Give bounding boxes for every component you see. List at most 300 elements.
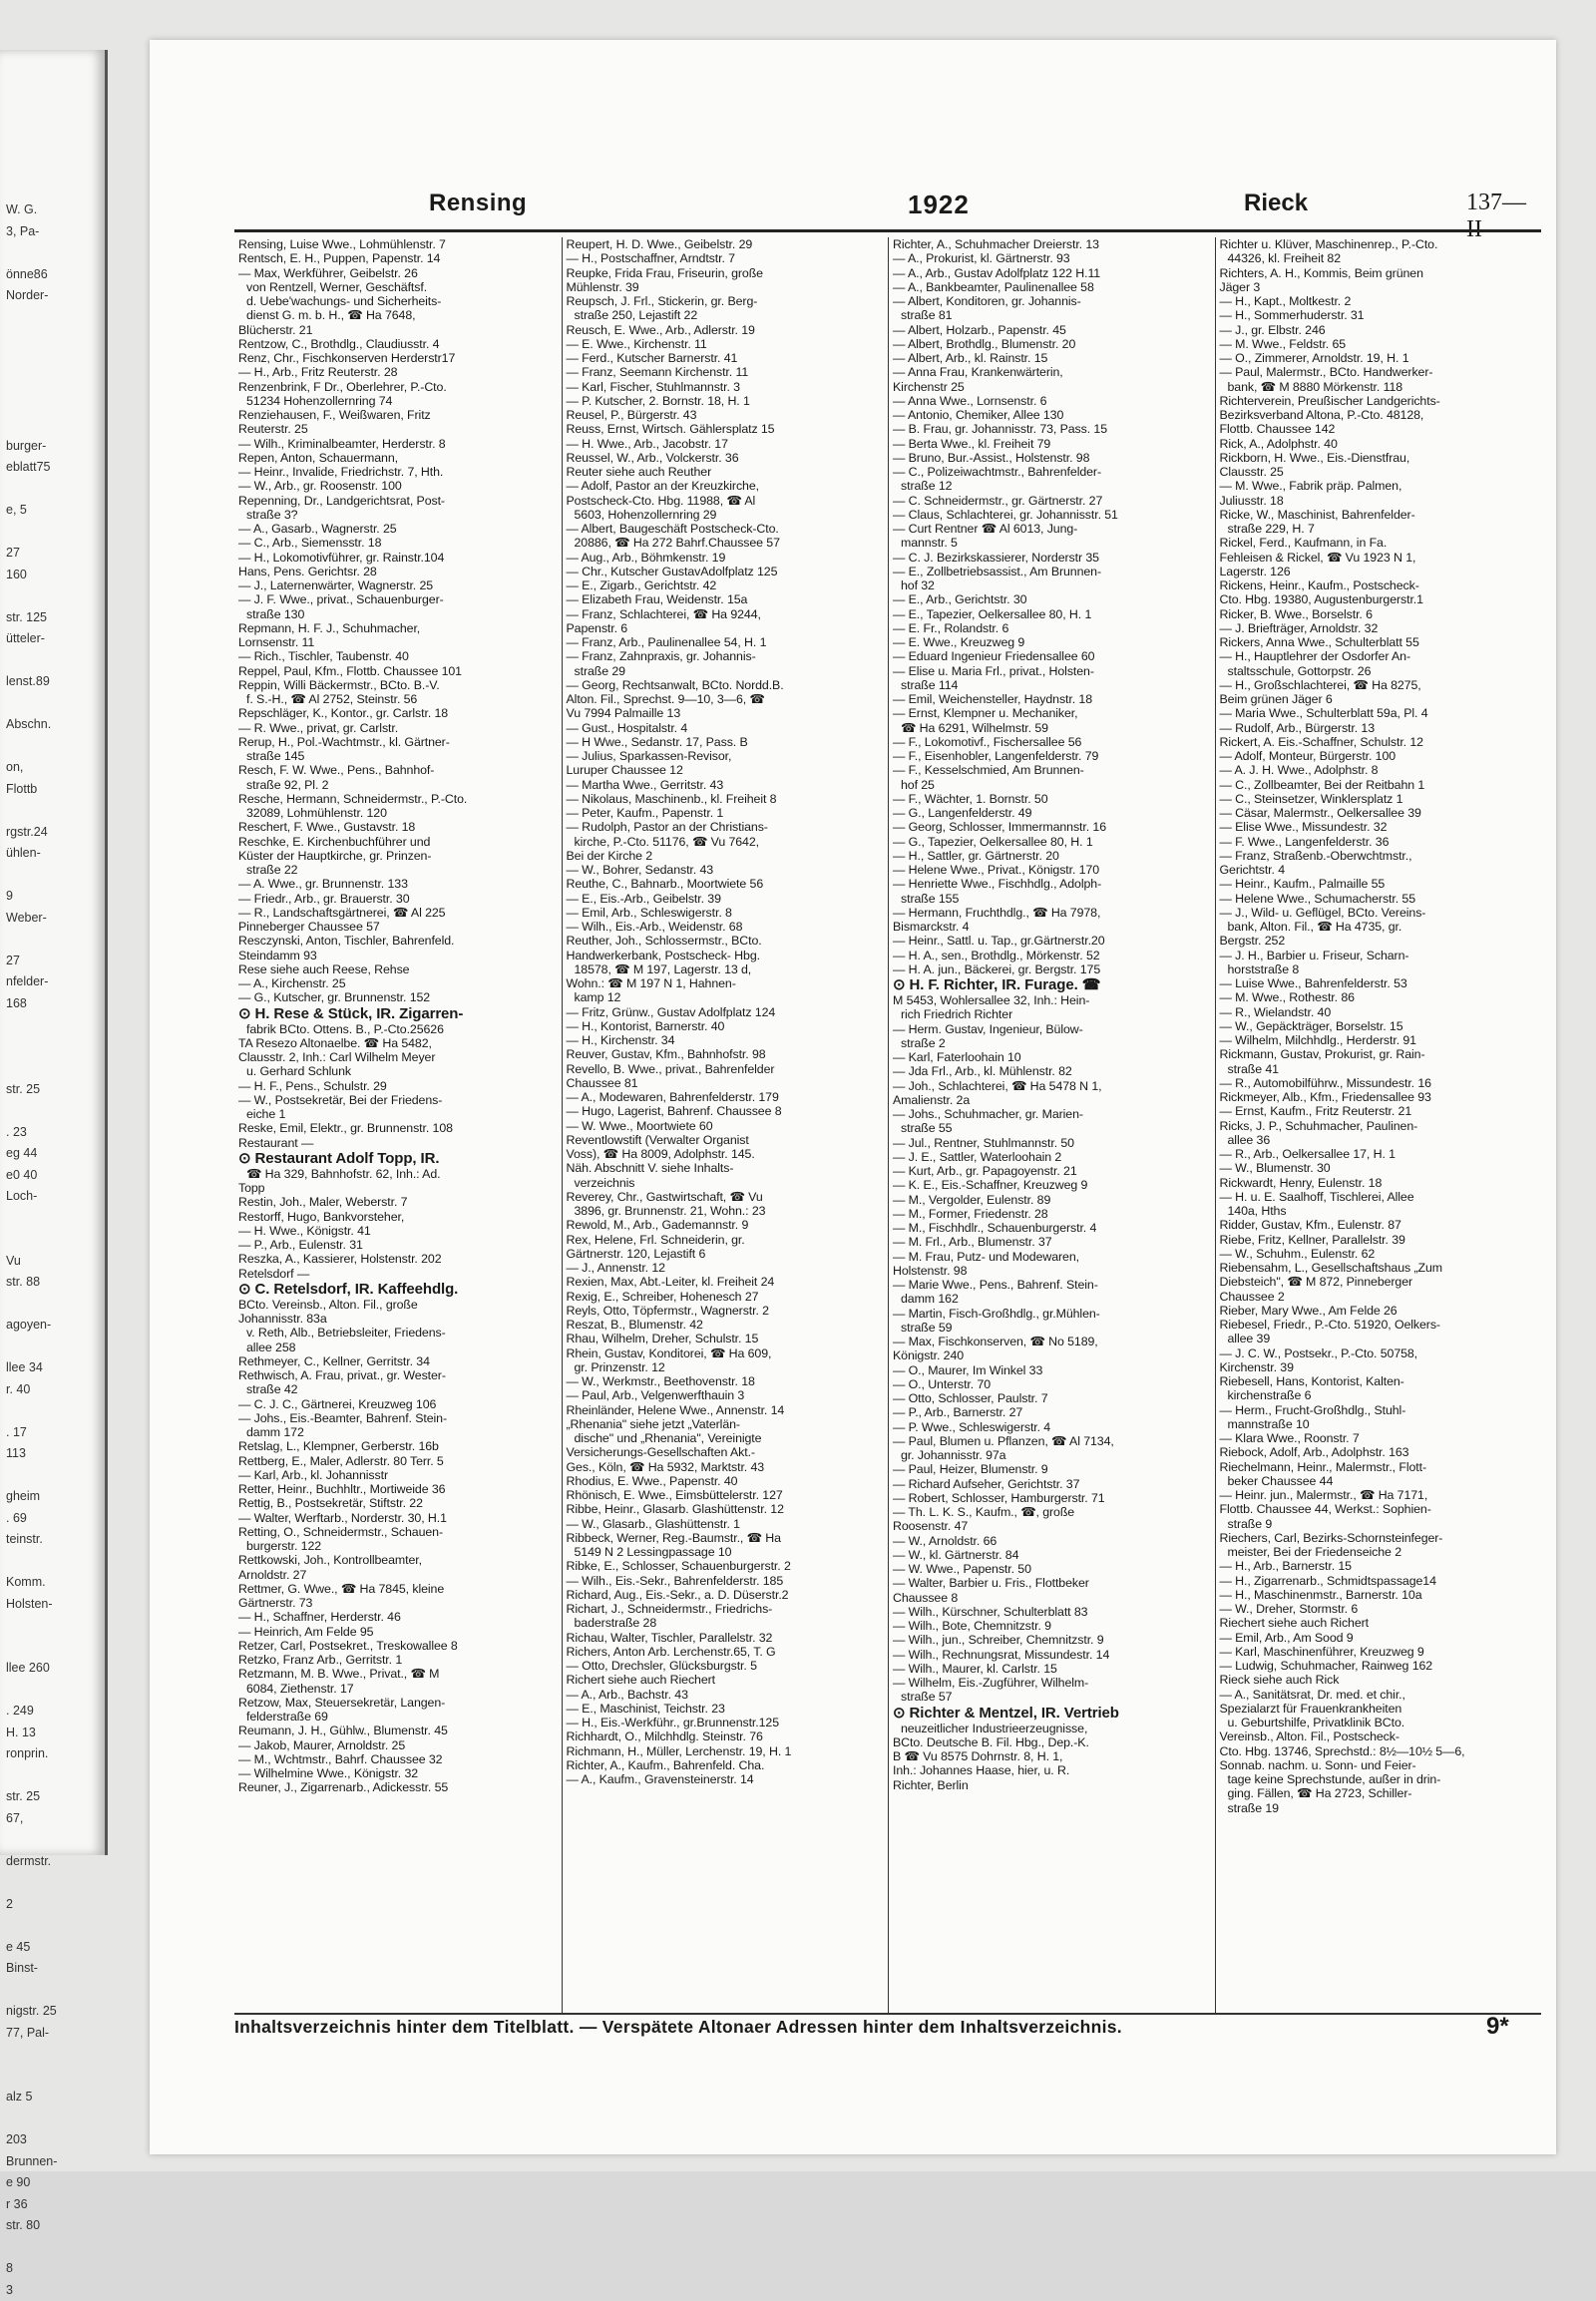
directory-entry-line: — Georg, Rechtsanwalt, BCto. Nordd.B.: [567, 678, 885, 692]
directory-entry-line: — Joh., Schlachterei, ☎ Ha 5478 N 1,: [893, 1079, 1211, 1093]
directory-entry-line: — H Wwe., Sedanstr. 17, Pass. B: [567, 735, 885, 749]
directory-entry-line: ⊙ Restaurant Adolf Topp, IR.: [238, 1150, 558, 1167]
directory-entry-line: — Walter, Werftarb., Norderstr. 30, H.1: [238, 1511, 558, 1525]
directory-entry-line: — M. Wwe., Fabrik präp. Palmen,: [1220, 479, 1538, 493]
directory-entry-line: Reuther, Joh., Schlossermstr., BCto.: [567, 934, 885, 948]
directory-entry-line: Retzow, Max, Steuersekretär, Langen-: [238, 1696, 558, 1710]
directory-entry-line: — M. Wwe., Rothestr. 86: [1220, 990, 1538, 1004]
directory-entry-line: — Helene Wwe., Schumacherstr. 55: [1220, 892, 1538, 906]
directory-entry-line: Reszat, B., Blumenstr. 42: [567, 1318, 885, 1332]
directory-entry-line: — W., Dreher, Stormstr. 6: [1220, 1602, 1538, 1616]
previous-page-fragments: [0, 199, 105, 2301]
directory-entry-line: — Cäsar, Malermstr., Oelkersallee 39: [1220, 806, 1538, 820]
header-year: 1922: [908, 190, 970, 220]
directory-entry-line: Beim grünen Jäger 6: [1220, 692, 1538, 706]
directory-entry-line: — J. C. W., Postsekr., P.-Cto. 50758,: [1220, 1346, 1538, 1360]
directory-entry-line: Renzenbrink, F Dr., Oberlehrer, P.-Cto.: [238, 380, 558, 394]
directory-entry-line: Revello, B. Wwe., privat., Bahrenfelder: [567, 1062, 885, 1076]
directory-entry-line: — H., Sattler, gr. Gärtnerstr. 20: [893, 849, 1211, 863]
directory-entry-line: Ricker, B. Wwe., Borselstr. 6: [1220, 607, 1538, 621]
previous-page-fragment: on,: [0, 757, 105, 779]
previous-page-fragment: [0, 1980, 105, 2002]
directory-entry-line: — Heinr., Kaufm., Palmaille 55: [1220, 877, 1538, 891]
directory-entry-line: B ☎ Vu 8575 Dohrnstr. 8, H. 1,: [893, 1749, 1211, 1763]
directory-entry-line: — H., Maschinenmstr., Barnerstr. 10a: [1220, 1588, 1538, 1602]
directory-entry-line: — M., Wchtmstr., Bahrf. Chaussee 32: [238, 1752, 558, 1766]
directory-entry-line: Flottb. Chaussee 142: [1220, 422, 1538, 436]
directory-entry-line: straße 250, Lejastift 22: [567, 308, 885, 322]
directory-entry-line: Reverey, Chr., Gastwirtschaft, ☎ Vu: [567, 1190, 885, 1204]
directory-entry-line: mannstr. 5: [893, 536, 1211, 550]
directory-entry-line: Reupke, Frida Frau, Friseurin, große: [567, 266, 885, 280]
directory-entry-line: Bezirksverband Altona, P.-Cto. 48128,: [1220, 408, 1538, 422]
directory-entry-line: „Rhenania" siehe jetzt „Vaterlän-: [567, 1417, 885, 1431]
directory-entry-line: ⊙ Richter & Mentzel, IR. Vertrieb: [893, 1705, 1211, 1722]
directory-entry-line: — Anna Frau, Krankenwärterin,: [893, 365, 1211, 379]
previous-page-fragment: [0, 350, 105, 372]
directory-entry-line: — H. Wwe., Königstr. 41: [238, 1224, 558, 1238]
directory-entry-line: — Nikolaus, Maschinenb., kl. Freiheit 8: [567, 792, 885, 806]
directory-entry-line: — Ernst, Kaufm., Fritz Reuterstr. 21: [1220, 1104, 1538, 1118]
directory-entry-line: — Martin, Fisch-Großhdlg., gr.Mühlen-: [893, 1307, 1211, 1321]
directory-entry-line: Richter, A., Schuhmacher Dreierstr. 13: [893, 237, 1211, 251]
directory-entry-line: — Gust., Hospitalstr. 4: [567, 721, 885, 735]
directory-entry-line: — Friedr., Arb., gr. Brauerstr. 30: [238, 892, 558, 906]
directory-entry-line: Küster der Hauptkirche, gr. Prinzen-: [238, 849, 558, 863]
directory-entry-line: — Adolf, Monteur, Bürgerstr. 100: [1220, 749, 1538, 763]
directory-entry-line: — W. Wwe., Papenstr. 50: [893, 1562, 1211, 1576]
directory-entry-line: Postscheck-Cto. Hbg. 11988, ☎ Al: [567, 494, 885, 508]
directory-entry-line: Rettkowski, Joh., Kontrollbeamter,: [238, 1553, 558, 1567]
directory-entry-line: Ricke, W., Maschinist, Bahrenfelder-: [1220, 508, 1538, 522]
directory-entry-line: ☎ Ha 329, Bahnhofstr. 62, Inh.: Ad.: [238, 1167, 558, 1181]
previous-page-fragment: 27: [0, 543, 105, 565]
directory-entry-line: — A., Arb., Bachstr. 43: [567, 1688, 885, 1702]
directory-entry-line: — Peter, Kaufm., Papenstr. 1: [567, 806, 885, 820]
directory-entry-line: — Luise Wwe., Bahrenfelderstr. 53: [1220, 976, 1538, 990]
directory-entry-line: Rhodius, E. Wwe., Papenstr. 40: [567, 1474, 885, 1488]
directory-entry-line: Gärtnerstr. 73: [238, 1596, 558, 1610]
directory-entry-line: straße 130: [238, 607, 558, 621]
directory-entry-line: — H., Kirchenstr. 34: [567, 1033, 885, 1047]
previous-page-fragment: [0, 693, 105, 715]
directory-entry-line: Juliusstr. 18: [1220, 494, 1538, 508]
directory-entry-line: Rex, Helene, Frl. Schneiderin, gr.: [567, 1233, 885, 1247]
directory-entry-line: — E., Maschinist, Teichstr. 23: [567, 1702, 885, 1716]
directory-entry-line: — H., Eis.-Werkführ., gr.Brunnenstr.125: [567, 1716, 885, 1729]
directory-entry-line: — M. Frl., Arb., Blumenstr. 37: [893, 1235, 1211, 1249]
previous-page-fragment: burger-: [0, 436, 105, 458]
directory-entry-line: Reuter siehe auch Reuther: [567, 465, 885, 479]
directory-entry-line: — P. Kutscher, 2. Bornstr. 18, H. 1: [567, 394, 885, 408]
directory-entry-line: — R., Landschaftsgärtnerei, ☎ Al 225: [238, 906, 558, 920]
directory-entry-line: Richter, A., Kaufm., Bahrenfeld. Cha.: [567, 1758, 885, 1772]
directory-entry-line: — H., Kapt., Moltkestr. 2: [1220, 294, 1538, 308]
directory-entry-line: Bismarckstr. 4: [893, 920, 1211, 934]
directory-entry-line: Reske, Emil, Elektr., gr. Brunnenstr. 108: [238, 1121, 558, 1135]
directory-entry-line: bank, Alton. Fil., ☎ Ha 4735, gr.: [1220, 920, 1538, 934]
directory-entry-line: — H., Arb., Fritz Reuterstr. 28: [238, 365, 558, 379]
directory-entry-line: — Paul, Heizer, Blumenstr. 9: [893, 1462, 1211, 1476]
directory-entry-line: — Chr., Kutscher GustavAdolfplatz 125: [567, 565, 885, 578]
directory-entry-line: Ricks, J. P., Schuhmacher, Paulinen-: [1220, 1119, 1538, 1133]
directory-entry-line: horststraße 8: [1220, 962, 1538, 976]
directory-entry-line: — F. Wwe., Langenfelderstr. 36: [1220, 835, 1538, 849]
directory-entry-line: — Robert, Schlosser, Hamburgerstr. 71: [893, 1491, 1211, 1505]
directory-entry-line: Restorff, Hugo, Bankvorsteher,: [238, 1210, 558, 1224]
directory-entry-line: — Heinr., Sattl. u. Tap., gr.Gärtnerstr.20: [893, 934, 1211, 948]
directory-entry-line: baderstraße 28: [567, 1616, 885, 1630]
directory-entry-line: — Albert, Baugeschäft Postscheck-Cto.: [567, 522, 885, 536]
directory-entry-line: tage keine Sprechstunde, außer in drin-: [1220, 1772, 1538, 1786]
directory-entry-line: Rick, A., Adolphstr. 40: [1220, 437, 1538, 451]
directory-entry-line: — Marie Wwe., Pens., Bahrenf. Stein-: [893, 1278, 1211, 1292]
directory-entry-line: straße 41: [1220, 1062, 1538, 1076]
directory-entry-line: — J. F. Wwe., privat., Schauenburger-: [238, 592, 558, 606]
previous-page-fragment: ronprin.: [0, 1743, 105, 1765]
footer-note: Inhaltsverzeichnis hinter dem Titelblatt. — Verspätete Altonaer Adressen hinter dem Inhaltsverzeichnis.: [234, 2017, 1481, 2043]
directory-entry-line: — J., Laternenwärter, Wagnerstr. 25: [238, 578, 558, 592]
directory-entry-line: — Wilhelm, Milchhdlg., Herderstr. 91: [1220, 1033, 1538, 1047]
directory-entry-line: — Paul, Blumen u. Pflanzen, ☎ Al 7134,: [893, 1434, 1211, 1448]
directory-entry-line: felderstraße 69: [238, 1710, 558, 1724]
directory-entry-line: — M., Fischhdlr., Schauenburgerstr. 4: [893, 1221, 1211, 1235]
directory-entry-line: — Franz, Schlachterei, ☎ Ha 9244,: [567, 607, 885, 621]
directory-entry-line: — Wilh., Kürschner, Schulterblatt 83: [893, 1605, 1211, 1619]
directory-entry-line: Richhardt, O., Milchhdlg. Steinstr. 76: [567, 1729, 885, 1743]
directory-entry-line: Lornsenstr. 11: [238, 635, 558, 649]
directory-entry-line: allee 36: [1220, 1133, 1538, 1147]
previous-page-fragment: ühlen-: [0, 843, 105, 865]
previous-page-fragment: [0, 736, 105, 758]
directory-entry-line: Reussel, W., Arb., Volckerstr. 36: [567, 451, 885, 465]
directory-entry-line: Richmann, H., Müller, Lerchenstr. 19, H. 1: [567, 1744, 885, 1758]
directory-entry-line: Ges., Köln, ☎ Ha 5932, Marktstr. 43: [567, 1460, 885, 1474]
directory-entry-line: fabrik BCto. Ottens. B., P.-Cto.25626: [238, 1022, 558, 1036]
directory-entry-line: Rhönisch, E. Wwe., Eimsbüttelerstr. 127: [567, 1488, 885, 1502]
previous-page-fragment: Brunnen-: [0, 2151, 105, 2173]
directory-entry-line: — Wilh., Eis.-Arb., Weidenstr. 68: [567, 920, 885, 934]
directory-entry-line: 32089, Lohmühlenstr. 120: [238, 806, 558, 820]
directory-entry-line: — H., Lokomotivführer, gr. Rainstr.104: [238, 551, 558, 565]
directory-entry-line: — Anna Wwe., Lornsenstr. 6: [893, 394, 1211, 408]
directory-entry-line: — Aug., Arb., Böhmkenstr. 19: [567, 551, 885, 565]
directory-entry-line: — W., Bohrer, Sedanstr. 43: [567, 863, 885, 877]
directory-entry-line: Voss), ☎ Ha 8009, Adolphstr. 145.: [567, 1147, 885, 1161]
directory-entry-line: — A., Kirchenstr. 25: [238, 976, 558, 990]
previous-page-fragment: [0, 1872, 105, 1894]
previous-page-fragment: [0, 1465, 105, 1487]
previous-page-fragment: [0, 1337, 105, 1358]
directory-entry-line: Näh. Abschnitt V. siehe Inhalts-: [567, 1161, 885, 1175]
directory-entry-line: Rettberg, E., Maler, Adlerstr. 80 Terr. 5: [238, 1454, 558, 1468]
directory-entry-line: 140a, Hths: [1220, 1204, 1538, 1218]
directory-entry-line: Riebe, Fritz, Kellner, Parallelstr. 39: [1220, 1233, 1538, 1247]
directory-entry-line: Luruper Chaussee 12: [567, 763, 885, 777]
directory-entry-line: — Helene Wwe., Privat., Königstr. 170: [893, 863, 1211, 877]
directory-entry-line: Reuver, Gustav, Kfm., Bahnhofstr. 98: [567, 1047, 885, 1061]
directory-entry-line: Reuthe, C., Bahnarb., Moortwiete 56: [567, 877, 885, 891]
previous-page-fragment: [0, 800, 105, 822]
directory-entry-line: — E. Wwe., Kirchenstr. 11: [567, 337, 885, 351]
directory-entry-line: Retzmann, M. B. Wwe., Privat., ☎ M: [238, 1667, 558, 1681]
directory-entry-line: — O., Maurer, Im Winkel 33: [893, 1363, 1211, 1377]
previous-page-fragment: r 36: [0, 2194, 105, 2216]
directory-entry-line: Richters, A. H., Kommis, Beim grünen: [1220, 266, 1538, 280]
directory-entry-line: — Albert, Holzarb., Papenstr. 45: [893, 323, 1211, 337]
previous-page-fragment: Loch-: [0, 1186, 105, 1208]
previous-page-fragment: [0, 1014, 105, 1036]
previous-page-fragment: W. G.: [0, 199, 105, 221]
directory-entry-line: — Elise Wwe., Missundestr. 32: [1220, 820, 1538, 834]
directory-entry-line: — W., Blumenstr. 30: [1220, 1161, 1538, 1175]
previous-page-fragment: Holsten-: [0, 1594, 105, 1616]
directory-entry-line: straße 57: [893, 1690, 1211, 1704]
directory-entry-line: — F., Kesselschmied, Am Brunnen-: [893, 763, 1211, 777]
directory-entry-line: — Elizabeth Frau, Weidenstr. 15a: [567, 592, 885, 606]
directory-entry-line: — Walter, Barbier u. Fris., Flottbeker: [893, 1576, 1211, 1590]
previous-page-fragment: . 17: [0, 1422, 105, 1444]
directory-entry-line: Sonnab. nachm. u. Sonn- und Feier-: [1220, 1758, 1538, 1772]
directory-entry-line: — Maria Wwe., Schulterblatt 59a, Pl. 4: [1220, 706, 1538, 720]
directory-entry-line: Handwerkerbank, Postscheck- Hbg.: [567, 949, 885, 962]
directory-entry-line: kirche, P.-Cto. 51176, ☎ Vu 7642,: [567, 835, 885, 849]
directory-entry-line: Retzer, Carl, Postsekret., Treskowallee 8: [238, 1639, 558, 1653]
directory-entry-line: — H., Großschlachterei, ☎ Ha 8275,: [1220, 678, 1538, 692]
directory-entry-line: meister, Bei der Friedenseiche 2: [1220, 1545, 1538, 1559]
directory-entry-line: bank, ☎ M 8880 Mörkenstr. 118: [1220, 380, 1538, 394]
directory-entry-line: — C., Polizeiwachtmstr., Bahrenfelder-: [893, 465, 1211, 479]
directory-entry-line: Rexien, Max, Abt.-Leiter, kl. Freiheit 24: [567, 1275, 885, 1289]
directory-entry-line: — H., Kontorist, Barnerstr. 40: [567, 1019, 885, 1033]
directory-entry-line: Reszka, A., Kassierer, Holstenstr. 202: [238, 1252, 558, 1266]
header-first-name: Rensing: [429, 190, 527, 217]
directory-entry-line: — Ernst, Klempner u. Mechaniker,: [893, 706, 1211, 720]
previous-page-fragment: str. 88: [0, 1272, 105, 1294]
directory-entry-line: Flottb. Chaussee 44, Werkst.: Sophien-: [1220, 1502, 1538, 1516]
directory-entry-line: gr. Prinzenstr. 12: [567, 1360, 885, 1374]
directory-entry-line: 3896, gr. Brunnenstr. 21, Wohn.: 23: [567, 1204, 885, 1218]
directory-entry-line: — Wilh., Eis.-Sekr., Bahrenfelderstr. 185: [567, 1574, 885, 1588]
directory-entry-line: verzeichnis: [567, 1176, 885, 1190]
directory-entry-line: straße 229, H. 7: [1220, 522, 1538, 536]
directory-entry-line: Rentzow, C., Brothdlg., Claudiusstr. 4: [238, 337, 558, 351]
directory-entry-line: — G., Langenfelderstr. 49: [893, 806, 1211, 820]
directory-entry-line: Reppin, Willi Bäckermstr., BCto. B.-V.: [238, 678, 558, 692]
directory-entry-line: Rieber, Mary Wwe., Am Felde 26: [1220, 1304, 1538, 1318]
directory-entry-line: — Wilh., Kriminalbeamter, Herderstr. 8: [238, 437, 558, 451]
previous-page-fragment: Abschn.: [0, 714, 105, 736]
column-1: [234, 237, 562, 2013]
directory-entry-line: — H. F., Pens., Schulstr. 29: [238, 1079, 558, 1093]
directory-entry-line: — P., Arb., Barnerstr. 27: [893, 1405, 1211, 1419]
directory-entry-line: Repen, Anton, Schauermann,: [238, 451, 558, 465]
previous-page-fragment: [0, 585, 105, 607]
directory-entry-line: — P., Arb., Eulenstr. 31: [238, 1238, 558, 1252]
directory-entry-line: Rethmeyer, C., Kellner, Gerritstr. 34: [238, 1354, 558, 1368]
previous-page-fragment: önne86: [0, 264, 105, 286]
directory-entry-line: straße 9: [1220, 1517, 1538, 1531]
directory-entry-line: Reuss, Ernst, Wirtsch. Gählersplatz 15: [567, 422, 885, 436]
directory-entry-line: — Albert, Konditoren, gr. Johannis-: [893, 294, 1211, 308]
directory-entry-line: Riebensahm, L., Gesellschaftshaus „Zum: [1220, 1261, 1538, 1275]
directory-page: [150, 40, 1556, 2154]
directory-entry-line: — Curt Rentner ☎ Al 6013, Jung-: [893, 522, 1211, 536]
directory-entry-line: — H., Hauptlehrer der Osdorfer An-: [1220, 649, 1538, 663]
signature-mark: 9*: [1486, 2013, 1509, 2041]
directory-entry-line: — Eduard Ingenieur Friedensallee 60: [893, 649, 1211, 663]
directory-entry-line: rich Friedrich Richter: [893, 1007, 1211, 1021]
directory-entry-line: Ribbeck, Werner, Reg.-Baumstr., ☎ Ha: [567, 1531, 885, 1545]
previous-page-fragment: [0, 1400, 105, 1422]
directory-entry-line: — J. E., Sattler, Waterloohain 2: [893, 1150, 1211, 1164]
directory-entry-line: ⊙ H. F. Richter, IR. Furage. ☎: [893, 976, 1211, 993]
directory-entry-line: 5603, Hohenzollernring 29: [567, 508, 885, 522]
directory-entry-line: — C., Steinsetzer, Winklersplatz 1: [1220, 792, 1538, 806]
directory-entry-line: — Johs., Schuhmacher, gr. Marien-: [893, 1107, 1211, 1121]
directory-entry-line: Reupsch, J. Frl., Stickerin, gr. Berg-: [567, 294, 885, 308]
directory-entry-line: allee 258: [238, 1341, 558, 1354]
directory-entry-line: Rettmer, G. Wwe., ☎ Ha 7845, kleine: [238, 1582, 558, 1596]
directory-entry-line: Rickert, A. Eis.-Schaffner, Schulstr. 12: [1220, 735, 1538, 749]
previous-page-fragment: [0, 371, 105, 393]
directory-entry-line: Resche, Hermann, Schneidermstr., P.-Cto.: [238, 792, 558, 806]
directory-entry-line: Ridder, Gustav, Kfm., Eulenstr. 87: [1220, 1218, 1538, 1232]
directory-entry-line: straße 114: [893, 678, 1211, 692]
directory-entry-line: d. Uebe'wachungs- und Sicherheits-: [238, 294, 558, 308]
previous-page-fragment: [0, 2066, 105, 2088]
directory-entry-line: — H., Sommerhuderstr. 31: [1220, 308, 1538, 322]
directory-entry-line: — J., Annenstr. 12: [567, 1261, 885, 1275]
directory-entry-line: Hans, Pens. Gerichtsr. 28: [238, 565, 558, 578]
previous-page-fragment: . 69: [0, 1508, 105, 1530]
directory-entry-line: Rickens, Heinr., Kaufm., Postscheck-: [1220, 578, 1538, 592]
directory-entry-line: Diebsteich", ☎ M 872, Pinneberger: [1220, 1275, 1538, 1289]
directory-entry-line: — Heinrich, Am Felde 95: [238, 1625, 558, 1639]
directory-entry-line: — Karl, Fischer, Stuhlmannstr. 3: [567, 380, 885, 394]
previous-page-fragment: Weber-: [0, 908, 105, 930]
directory-entry-line: straße 29: [567, 664, 885, 678]
directory-entry-line: — O., Zimmerer, Arnoldstr. 19, H. 1: [1220, 351, 1538, 365]
directory-entry-line: — Franz, Straßenb.-Oberwchtmstr.,: [1220, 849, 1538, 863]
directory-entry-line: — F., Eisenhobler, Langenfelderstr. 79: [893, 749, 1211, 763]
directory-entry-line: Richert siehe auch Riechert: [567, 1673, 885, 1687]
directory-entry-line: u. Geburtshilfe, Privatklinik BCto.: [1220, 1716, 1538, 1729]
directory-entry-line: — J., Wild- u. Geflügel, BCto. Vereins-: [1220, 906, 1538, 920]
directory-entry-line: — Paul, Arb., Velgenwerfthauin 3: [567, 1388, 885, 1402]
directory-entry-line: Rickel, Ferd., Kaufmann, in Fa.: [1220, 536, 1538, 550]
directory-entry-line: Reusch, E. Wwe., Arb., Adlerstr. 19: [567, 323, 885, 337]
directory-entry-line: — Henriette Wwe., Fischhdlg., Adolph-: [893, 877, 1211, 891]
directory-entry-line: Versicherungs-Gesellschaften Akt.-: [567, 1445, 885, 1459]
directory-entry-line: — M. Frau, Putz- und Modewaren,: [893, 1250, 1211, 1264]
directory-entry-line: ging. Fällen, ☎ Ha 2723, Schiller-: [1220, 1786, 1538, 1800]
previous-page-fragment: [0, 2109, 105, 2130]
directory-entry-line: beker Chaussee 44: [1220, 1474, 1538, 1488]
directory-entry-line: Johannisstr. 83a: [238, 1312, 558, 1326]
directory-entry-line: 20886, ☎ Ha 272 Bahrf.Chaussee 57: [567, 536, 885, 550]
previous-page-fragment: 168: [0, 993, 105, 1015]
previous-page-fragment: gheim: [0, 1486, 105, 1508]
directory-entry-line: Wohn.: ☎ M 197 N 1, Hahnen-: [567, 976, 885, 990]
previous-page-fragment: 203: [0, 2129, 105, 2151]
directory-entry-line: — Georg, Schlosser, Immermannstr. 16: [893, 820, 1211, 834]
directory-entry-line: Restaurant —: [238, 1136, 558, 1150]
directory-entry-line: 44326, kl. Freiheit 82: [1220, 251, 1538, 265]
previous-page-fragment: e 45: [0, 1937, 105, 1959]
directory-entry-line: Repenning, Dr., Landgerichtsrat, Post-: [238, 494, 558, 508]
previous-page-fragment: [0, 522, 105, 544]
directory-entry-line: — Jda Frl., Arb., kl. Mühlenstr. 82: [893, 1064, 1211, 1078]
previous-page-edge: [0, 50, 108, 1855]
directory-entry-line: — R., Wielandstr. 40: [1220, 1005, 1538, 1019]
directory-entry-line: — Johs., Eis.-Beamter, Bahrenf. Stein-: [238, 1411, 558, 1425]
directory-entry-line: — M., Former, Friedenstr. 28: [893, 1207, 1211, 1221]
directory-entry-line: hof 25: [893, 778, 1211, 792]
directory-entry-line: straße 145: [238, 749, 558, 763]
directory-entry-line: — A., Gasarb., Wagnerstr. 25: [238, 522, 558, 536]
directory-entry-line: — W., Werkmstr., Beethovenstr. 18: [567, 1374, 885, 1388]
page-number: 137—II: [1466, 190, 1526, 243]
directory-entry-line: straße 92, Pl. 2: [238, 778, 558, 792]
directory-entry-line: Amalienstr. 2a: [893, 1093, 1211, 1107]
directory-entry-line: Blücherstr. 21: [238, 323, 558, 337]
directory-entry-line: Cto. Hbg. 13746, Sprechstd.: 8½—10½ 5—6,: [1220, 1744, 1538, 1758]
directory-entry-line: — Adolf, Pastor an der Kreuzkirche,: [567, 479, 885, 493]
directory-entry-line: Rettig, B., Postsekretär, Stiftstr. 22: [238, 1496, 558, 1510]
header-last-name: Rieck: [1244, 190, 1308, 217]
previous-page-fragment: str. 80: [0, 2215, 105, 2237]
previous-page-fragment: Norder-: [0, 285, 105, 307]
directory-entry-line: staltsschule, Gottorpstr. 26: [1220, 664, 1538, 678]
previous-page-fragment: rgstr.24: [0, 822, 105, 844]
directory-entry-line: Chaussee 81: [567, 1076, 885, 1090]
directory-entry-line: — A., Modewaren, Bahrenfelderstr. 179: [567, 1090, 885, 1104]
previous-page-fragment: Komm.: [0, 1572, 105, 1594]
directory-entry-line: — Klara Wwe., Roonstr. 7: [1220, 1431, 1538, 1445]
directory-entry-line: Clausstr. 2, Inh.: Carl Wilhelm Meyer: [238, 1050, 558, 1064]
previous-page-fragment: [0, 1551, 105, 1573]
directory-entry-line: — Franz, Arb., Paulinenallee 54, H. 1: [567, 635, 885, 649]
directory-entry-line: — E., Tapezier, Oelkersallee 80, H. 1: [893, 607, 1211, 621]
previous-page-fragment: Flottb: [0, 779, 105, 801]
directory-entry-line: Retelsdorf —: [238, 1267, 558, 1281]
directory-entry-line: — G., Kutscher, gr. Brunnenstr. 152: [238, 990, 558, 1004]
directory-entry-line: — Ferd., Kutscher Barnerstr. 41: [567, 351, 885, 365]
directory-entry-line: Arnoldstr. 27: [238, 1568, 558, 1582]
directory-entry-line: — C. J. Bezirkskassierer, Norderstr 35: [893, 551, 1211, 565]
directory-entry-line: — Emil, Arb., Schleswigerstr. 8: [567, 906, 885, 920]
directory-entry-line: Reusel, P., Bürgerstr. 43: [567, 408, 885, 422]
directory-entry-line: Rhau, Wilhelm, Dreher, Schulstr. 15: [567, 1332, 885, 1345]
directory-entry-line: — Rudolf, Arb., Bürgerstr. 13: [1220, 721, 1538, 735]
directory-entry-line: — H., Schaffner, Herderstr. 46: [238, 1610, 558, 1624]
directory-entry-line: — Heinr., Invalide, Friedrichstr. 7, Hth.: [238, 465, 558, 479]
directory-entry-line: Rickmann, Gustav, Prokurist, gr. Rain-: [1220, 1047, 1538, 1061]
directory-entry-line: Spezialarzt für Frauenkrankheiten: [1220, 1702, 1538, 1716]
previous-page-fragment: lenst.89: [0, 671, 105, 693]
previous-page-fragment: [0, 1294, 105, 1316]
previous-page-fragment: [0, 242, 105, 264]
directory-entry-line: Topp: [238, 1181, 558, 1195]
previous-page-fragment: 3, Pa-: [0, 221, 105, 243]
directory-entry-line: — H., Zigarrenarb., Schmidtspassage14: [1220, 1574, 1538, 1588]
directory-entry-line: gr. Johannisstr. 97a: [893, 1448, 1211, 1462]
directory-entry-line: — Max, Werkführer, Geibelstr. 26: [238, 266, 558, 280]
previous-page-fragment: llee 34: [0, 1357, 105, 1379]
directory-entry-line: Reventlowstift (Verwalter Organist: [567, 1133, 885, 1147]
directory-entry-line: — Wilh., Maurer, kl. Carlstr. 15: [893, 1662, 1211, 1676]
